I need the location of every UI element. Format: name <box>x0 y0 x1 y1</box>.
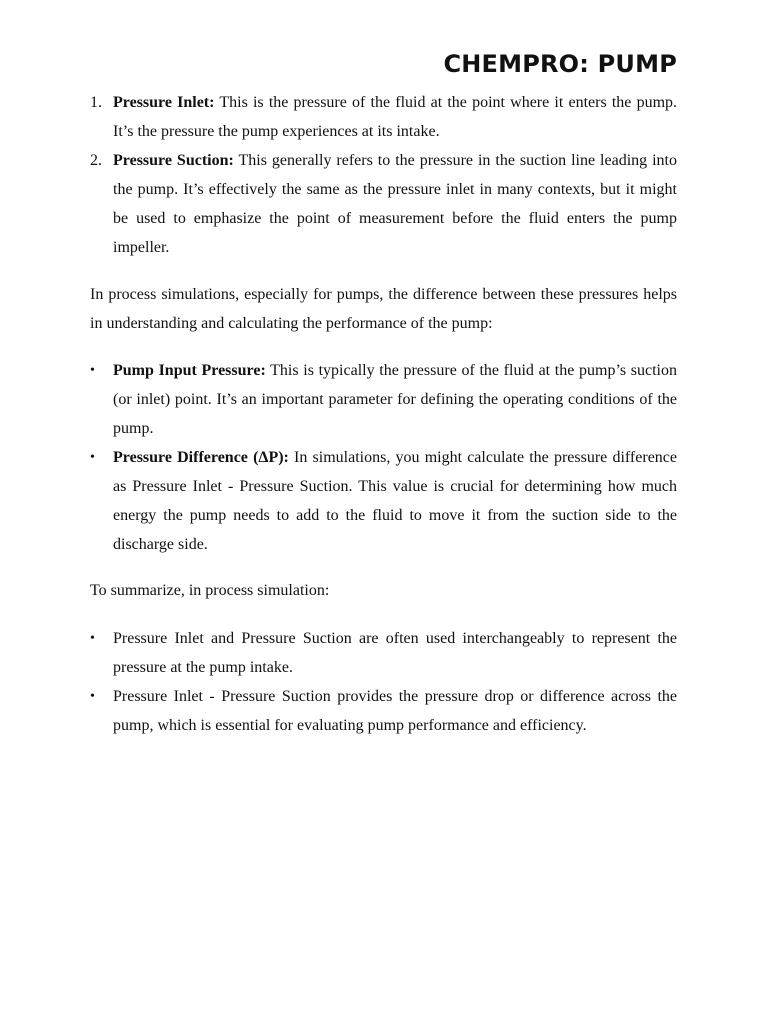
list-item <box>90 682 677 740</box>
intro-paragraph: In process simulations, especially for pumps, the difference between these pressures helps in understanding and calculating the performance of the pump: <box>90 286 677 332</box>
term-label: Pump Input Pressure: <box>113 362 266 379</box>
list-item <box>90 146 677 262</box>
list-item-text: This is typically the pressure of the fluid at the pump’s suction (or inlet) point. It’s an important parameter for defining the operating conditions of the pump. <box>113 362 677 437</box>
bullet-icon: • <box>90 631 95 646</box>
bullet-icon: • <box>90 363 95 378</box>
bullet-icon: • <box>90 689 95 704</box>
list-item <box>90 88 677 146</box>
list-item <box>90 356 677 443</box>
list-item-text: Pressure Inlet and Pressure Suction are often used interchangeably to represent the pressure at the pump intake. <box>113 630 677 676</box>
summary-paragraph: To summarize, in process simulation: <box>90 582 330 599</box>
list-item <box>90 624 677 682</box>
term-label: Pressure Inlet: <box>113 94 215 111</box>
list-item <box>90 443 677 559</box>
list-item-text: In simulations, you might calculate the pressure difference as Pressure Inlet - Pressure Suction. This value is crucial for determining how much energy the pump needs to add to the fluid to move it from the suction side to the discharge side. <box>113 449 677 553</box>
list-item-text: This is the pressure of the fluid at the point where it enters the pump. It’s the pressure the pump experiences at its intake. <box>113 94 678 140</box>
numbered-list <box>90 88 677 262</box>
term-label: Pressure Difference (ΔP): <box>113 449 289 466</box>
page-title: CHEMPRO: PUMP <box>443 50 677 78</box>
list-item-text: Pressure Inlet - Pressure Suction provides the pressure drop or difference across the pump, which is essential for evaluating pump performance and efficiency. <box>113 688 677 734</box>
list-number: 1. <box>90 94 102 111</box>
list-number: 2. <box>90 152 102 169</box>
bullet-icon: • <box>90 450 95 465</box>
bullet-list <box>90 356 677 559</box>
list-item-text: This generally refers to the pressure in the suction line leading into the pump. It’s effectively the same as the pressure inlet in many contexts, but it might be used to emphasize the point of measurement before the fluid enters the pump impeller. <box>113 152 677 256</box>
summary-bullet-list <box>90 624 677 740</box>
term-label: Pressure Suction: <box>113 152 234 169</box>
